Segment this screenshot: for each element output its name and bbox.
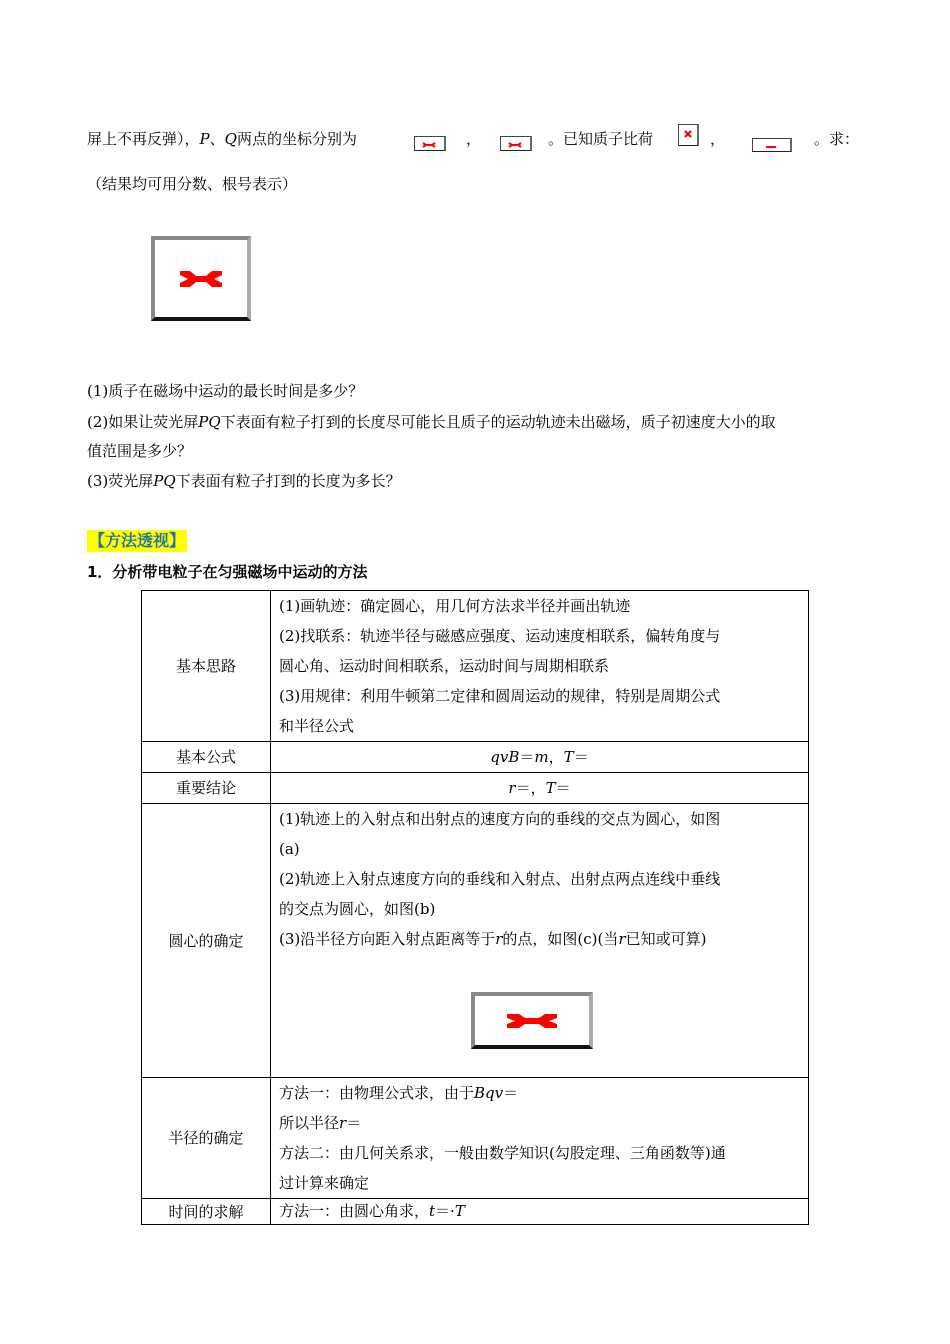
broken-image-icon xyxy=(501,139,529,151)
broken-image-icon xyxy=(679,125,697,144)
comma-2: ， xyxy=(710,130,726,148)
formula-t-small: t xyxy=(429,1202,436,1220)
row-label: 基本思路 xyxy=(142,591,271,742)
comma: ， xyxy=(548,748,564,766)
question-1: (1)质子在磁场中运动的最长时间是多少？ xyxy=(87,382,364,400)
formula-r: r xyxy=(508,779,516,797)
row-text: (2)找联系：轨迹半径与磁感应强度、运动速度相联系，偏转角度与 xyxy=(279,627,721,645)
equals: ＝， xyxy=(515,779,546,797)
intro-line-1 xyxy=(87,129,357,149)
row-label: 重要结论 xyxy=(142,773,271,804)
row-text xyxy=(279,924,800,954)
ask-text: 。求： xyxy=(814,130,860,148)
separator: 、 xyxy=(209,130,225,148)
screen-pq: PQ xyxy=(153,472,176,490)
text-part: 的点，如图(c)(当 xyxy=(502,930,619,948)
table-row xyxy=(142,1078,809,1199)
row-text: 圆心角、运动时间相联系，运动时间与周期相联系 xyxy=(279,657,610,675)
row-label: 时间的求解 xyxy=(142,1199,271,1225)
q2-text-post: 下表面有粒子打到的长度尽可能长且质子的运动轨迹未出磁场，质子初速度大小的取 xyxy=(220,413,776,431)
row-text: 过计算来确定 xyxy=(279,1174,370,1192)
q3-text-pre: (3)荧光屏 xyxy=(87,472,154,490)
q2-text-pre: (2)如果让荧光屏 xyxy=(87,413,199,431)
row-label: 半径的确定 xyxy=(142,1078,271,1199)
question-3 xyxy=(87,471,401,491)
point-p: P xyxy=(199,130,210,148)
q3-text-post: 下表面有粒子打到的长度为多长？ xyxy=(175,472,401,490)
table-row xyxy=(142,1199,809,1225)
question-2-line-1 xyxy=(87,412,776,432)
row-text: 方法二：由几何关系求，一般由数学知识(勾股定理、三角函数等)通 xyxy=(279,1144,726,1162)
formula-t: T xyxy=(454,1202,465,1220)
comma-1: ， xyxy=(466,130,482,148)
broken-image-ratio xyxy=(678,124,699,146)
formula-t: T xyxy=(563,748,574,766)
table-row xyxy=(142,742,809,773)
table-row xyxy=(142,591,809,742)
intro-line-2: （结果均可用分数、根号表示） xyxy=(87,175,298,193)
broken-image-coord-p xyxy=(414,136,446,151)
text-part: (3)沿半径方向距入射点距离等于 xyxy=(279,930,496,948)
row-content xyxy=(271,591,809,742)
point-q: Q xyxy=(224,130,237,148)
formula-r: r xyxy=(339,1114,347,1132)
row-content xyxy=(271,804,809,1078)
intro-text-mid: 两点的坐标分别为 xyxy=(236,130,357,148)
row-text xyxy=(279,1108,800,1138)
row-text: (2)轨迹上入射点速度方向的垂线和入射点、出射点两点连线中垂线 xyxy=(279,870,721,888)
equals: ＝ xyxy=(573,748,589,766)
broken-image-figure xyxy=(151,236,251,321)
formula-m: m xyxy=(534,748,549,766)
table-row xyxy=(142,773,809,804)
text-part: 方法一：由物理公式求，由于 xyxy=(279,1084,475,1102)
broken-image-icon xyxy=(415,139,443,151)
row-content xyxy=(271,773,809,804)
known-ratio-text: 。已知质子比荷 xyxy=(548,130,654,148)
equals: ＝ xyxy=(503,1084,519,1102)
row-label: 基本公式 xyxy=(142,742,271,773)
question-2-line-2: 值范围是多少？ xyxy=(87,442,193,460)
broken-image-coord-q xyxy=(500,136,532,151)
row-text: (1)画轨迹：确定圆心，用几何方法求半径并画出轨迹 xyxy=(279,597,631,615)
row-label: 圆心的确定 xyxy=(142,804,271,1078)
method-table xyxy=(141,590,809,1225)
intro-text-start: 屏上不再反弹）， xyxy=(87,130,200,148)
text-part: 所以半径 xyxy=(279,1114,340,1132)
table-row xyxy=(142,804,809,1078)
broken-image-field xyxy=(752,138,792,152)
row-text: 的交点为圆心，如图(b) xyxy=(279,900,436,918)
row-text: 和半径公式 xyxy=(279,717,355,735)
section-tag: 【方法透视】 xyxy=(89,531,186,550)
row-text: (a) xyxy=(279,840,300,858)
screen-pq: PQ xyxy=(198,413,221,431)
formula-r: r xyxy=(618,930,626,948)
row-text: (1)轨迹上的入射点和出射点的速度方向的垂线的交点为圆心，如图 xyxy=(279,810,721,828)
row-content xyxy=(271,742,809,773)
formula-t: T xyxy=(545,779,556,797)
section-heading: 1．分析带电粒子在匀强磁场中运动的方法 xyxy=(87,563,368,581)
formula-r: r xyxy=(495,930,503,948)
equals: ＝ xyxy=(346,1114,362,1132)
text-part: 已知或可算) xyxy=(625,930,707,948)
broken-image-icon xyxy=(505,1011,559,1031)
broken-image-icon xyxy=(178,265,224,293)
text-part: ＝· xyxy=(435,1202,455,1220)
row-text xyxy=(279,1078,800,1108)
row-content xyxy=(271,1199,809,1225)
text-part: 方法一：由圆心角求， xyxy=(279,1202,430,1220)
equals: ＝ xyxy=(519,748,535,766)
formula-qvb: qvB xyxy=(490,748,520,766)
row-content xyxy=(271,1078,809,1199)
equals: ＝ xyxy=(555,779,571,797)
formula-bqv: Bqv xyxy=(474,1084,504,1102)
broken-image-center-figure xyxy=(471,992,593,1049)
row-text: (3)用规律：利用牛顿第二定律和圆周运动的规律，特别是周期公式 xyxy=(279,687,721,705)
broken-image-icon xyxy=(753,142,789,153)
